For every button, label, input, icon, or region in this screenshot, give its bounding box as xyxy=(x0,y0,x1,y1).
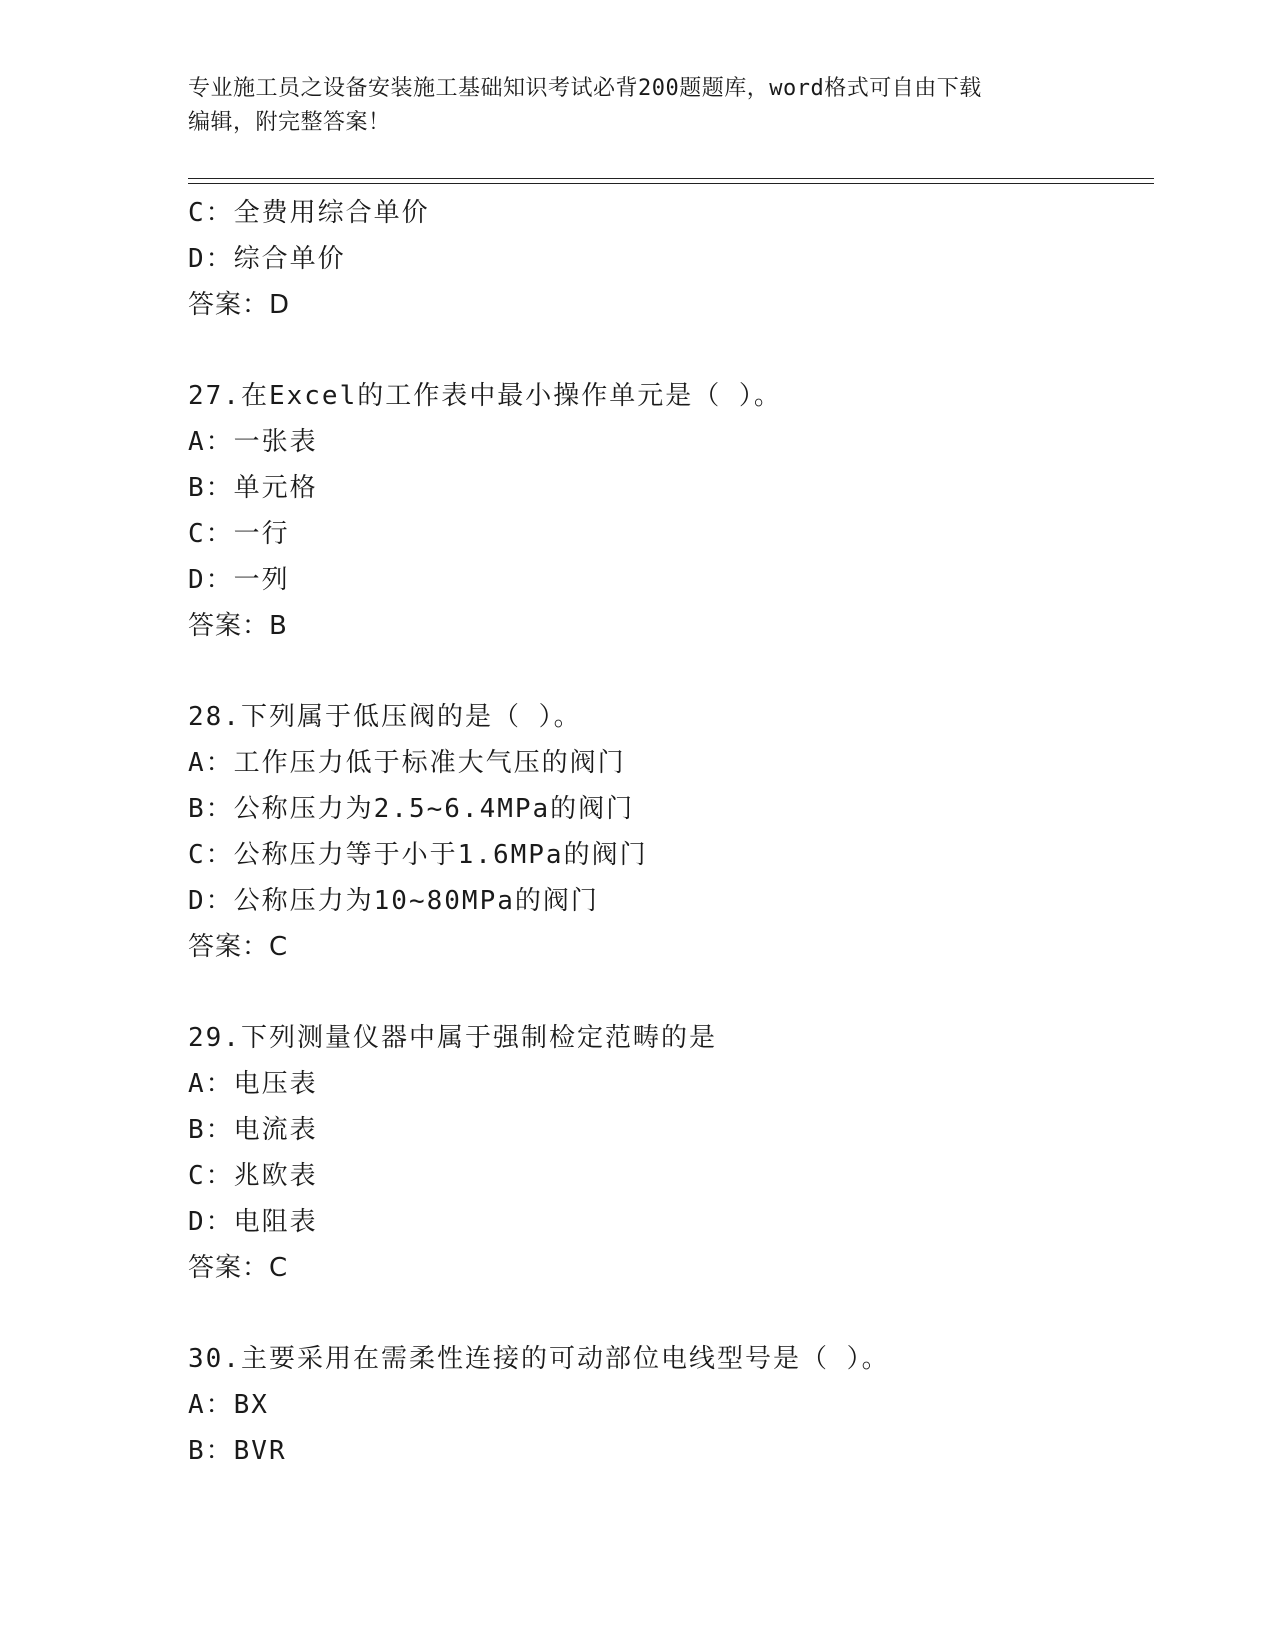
header-line-1: 专业施工员之设备安装施工基础知识考试必背200题题库，word格式可自由下载 xyxy=(188,76,982,101)
question-fragment xyxy=(188,190,1154,328)
answer: 答案：B xyxy=(188,611,288,641)
option-c: C：兆欧表 xyxy=(188,1161,318,1191)
header-divider-top xyxy=(188,178,1154,179)
question-stem: 29.下列测量仪器中属于强制检定范畴的是 xyxy=(188,1023,717,1053)
question-stem: 27.在Excel的工作表中最小操作单元是（ ）。 xyxy=(188,381,782,411)
option-b: B：电流表 xyxy=(188,1115,318,1145)
option-d: D：一列 xyxy=(188,565,290,595)
option-c: C：全费用综合单价 xyxy=(188,198,430,228)
option-a: A：电压表 xyxy=(188,1069,318,1099)
question-27 xyxy=(188,373,1154,649)
option-d: D：电阻表 xyxy=(188,1207,318,1237)
option-d: D：综合单价 xyxy=(188,244,346,274)
option-b: B：BVR xyxy=(188,1436,287,1466)
option-c: C：公称压力等于小于1.6MPa的阀门 xyxy=(188,840,648,870)
question-list xyxy=(188,190,1154,1474)
header-divider-bottom xyxy=(188,183,1154,184)
option-d: D：公称压力为10~80MPa的阀门 xyxy=(188,886,599,916)
option-b: B：单元格 xyxy=(188,473,318,503)
answer: 答案：C xyxy=(188,1253,289,1283)
option-a: A：BX xyxy=(188,1390,269,1420)
option-b: B：公称压力为2.5~6.4MPa的阀门 xyxy=(188,794,635,824)
option-a: A：一张表 xyxy=(188,427,318,457)
document-header xyxy=(188,72,1088,140)
option-c: C：一行 xyxy=(188,519,290,549)
header-line-2: 编辑，附完整答案！ xyxy=(188,110,391,135)
question-29 xyxy=(188,1015,1154,1291)
question-30 xyxy=(188,1336,1154,1474)
question-28 xyxy=(188,694,1154,970)
question-stem: 28.下列属于低压阀的是（ ）。 xyxy=(188,702,582,732)
answer: 答案：D xyxy=(188,290,291,320)
answer: 答案：C xyxy=(188,932,289,962)
option-a: A：工作压力低于标准大气压的阀门 xyxy=(188,748,626,778)
question-stem: 30.主要采用在需柔性连接的可动部位电线型号是（ ）。 xyxy=(188,1344,890,1374)
